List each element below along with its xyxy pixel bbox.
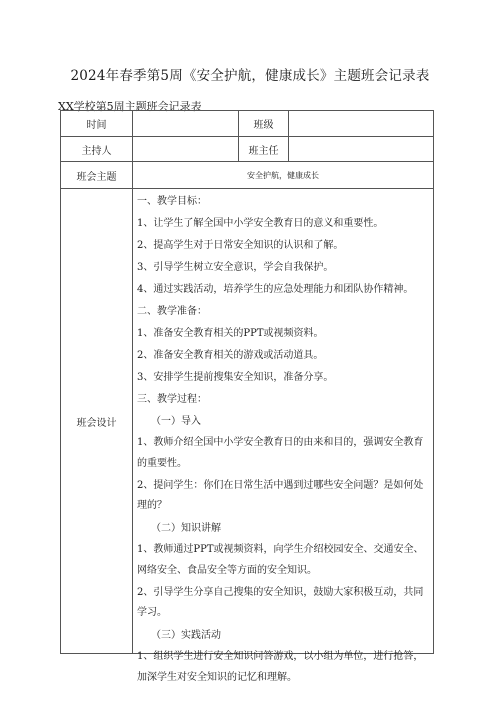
theme-label: 班会主题 [61,162,133,189]
design-line: 2、准备安全教育相关的游戏或活动道具。 [137,350,324,361]
design-subheading: （一）导入 [151,416,201,427]
time-value[interactable] [133,111,239,137]
host-value[interactable] [133,137,239,162]
teacher-label: 班主任 [239,137,289,162]
design-line: 3、引导学生树立安全意识，学会自我保护。 [137,262,334,273]
row-time-class [61,111,434,137]
design-label: 班会设计 [61,189,133,654]
design-subheading: （二）知识讲解 [151,523,221,534]
design-line: 2、引导学生分享自己搜集的安全知识，鼓励大家积极互动，共同学习。 [137,586,424,618]
teacher-value[interactable] [289,137,434,162]
host-label: 主持人 [61,137,133,162]
document-title: 2024年春季第5周《安全护航，健康成长》主题班会记录表 [70,68,430,84]
time-label: 时间 [61,111,133,137]
design-line: 1、让学生了解全国中小学安全教育日的意义和重要性。 [137,218,384,229]
row-host-teacher [61,137,434,162]
design-line: 二、教学准备： [137,306,207,317]
design-line: 3、安排学生提前搜集安全知识，准备分享。 [137,372,334,383]
design-line: 4、通过实践活动，培养学生的应急处理能力和团队协作精神。 [137,284,414,295]
design-line: 一、教学目标： [137,196,207,207]
design-content [133,189,434,683]
design-line: 2、提问学生：你们在日常生活中遇到过哪些安全问题？是如何处理的？ [137,479,424,511]
row-design [61,189,434,654]
design-line: 1、准备安全教育相关的PPT或视频资料。 [137,328,324,339]
class-meeting-record-table [60,110,434,683]
class-value[interactable] [289,111,434,137]
design-line: 三、教学过程： [137,394,207,405]
design-line: 2、提高学生对于日常安全知识的认识和了解。 [137,240,344,251]
row-theme [61,162,434,189]
table-caption: XX学校第5周主题班会记录表 [58,100,202,113]
theme-value: 安全护航，健康成长 [133,162,434,189]
design-line: 1、组织学生进行安全知识问答游戏，以小组为单位，进行抢答，加深学生对安全知识的记忆和理解。 [137,651,424,683]
design-line: 1、教师通过PPT或视频资料，向学生介绍校园安全、交通安全、网络安全、食品安全等方面的安全知识。 [137,544,424,576]
class-label: 班级 [239,111,289,137]
design-subheading: （三）实践活动 [151,630,221,641]
design-line: 1、教师介绍全国中小学安全教育日的由来和目的，强调安全教育的重要性。 [137,437,424,469]
